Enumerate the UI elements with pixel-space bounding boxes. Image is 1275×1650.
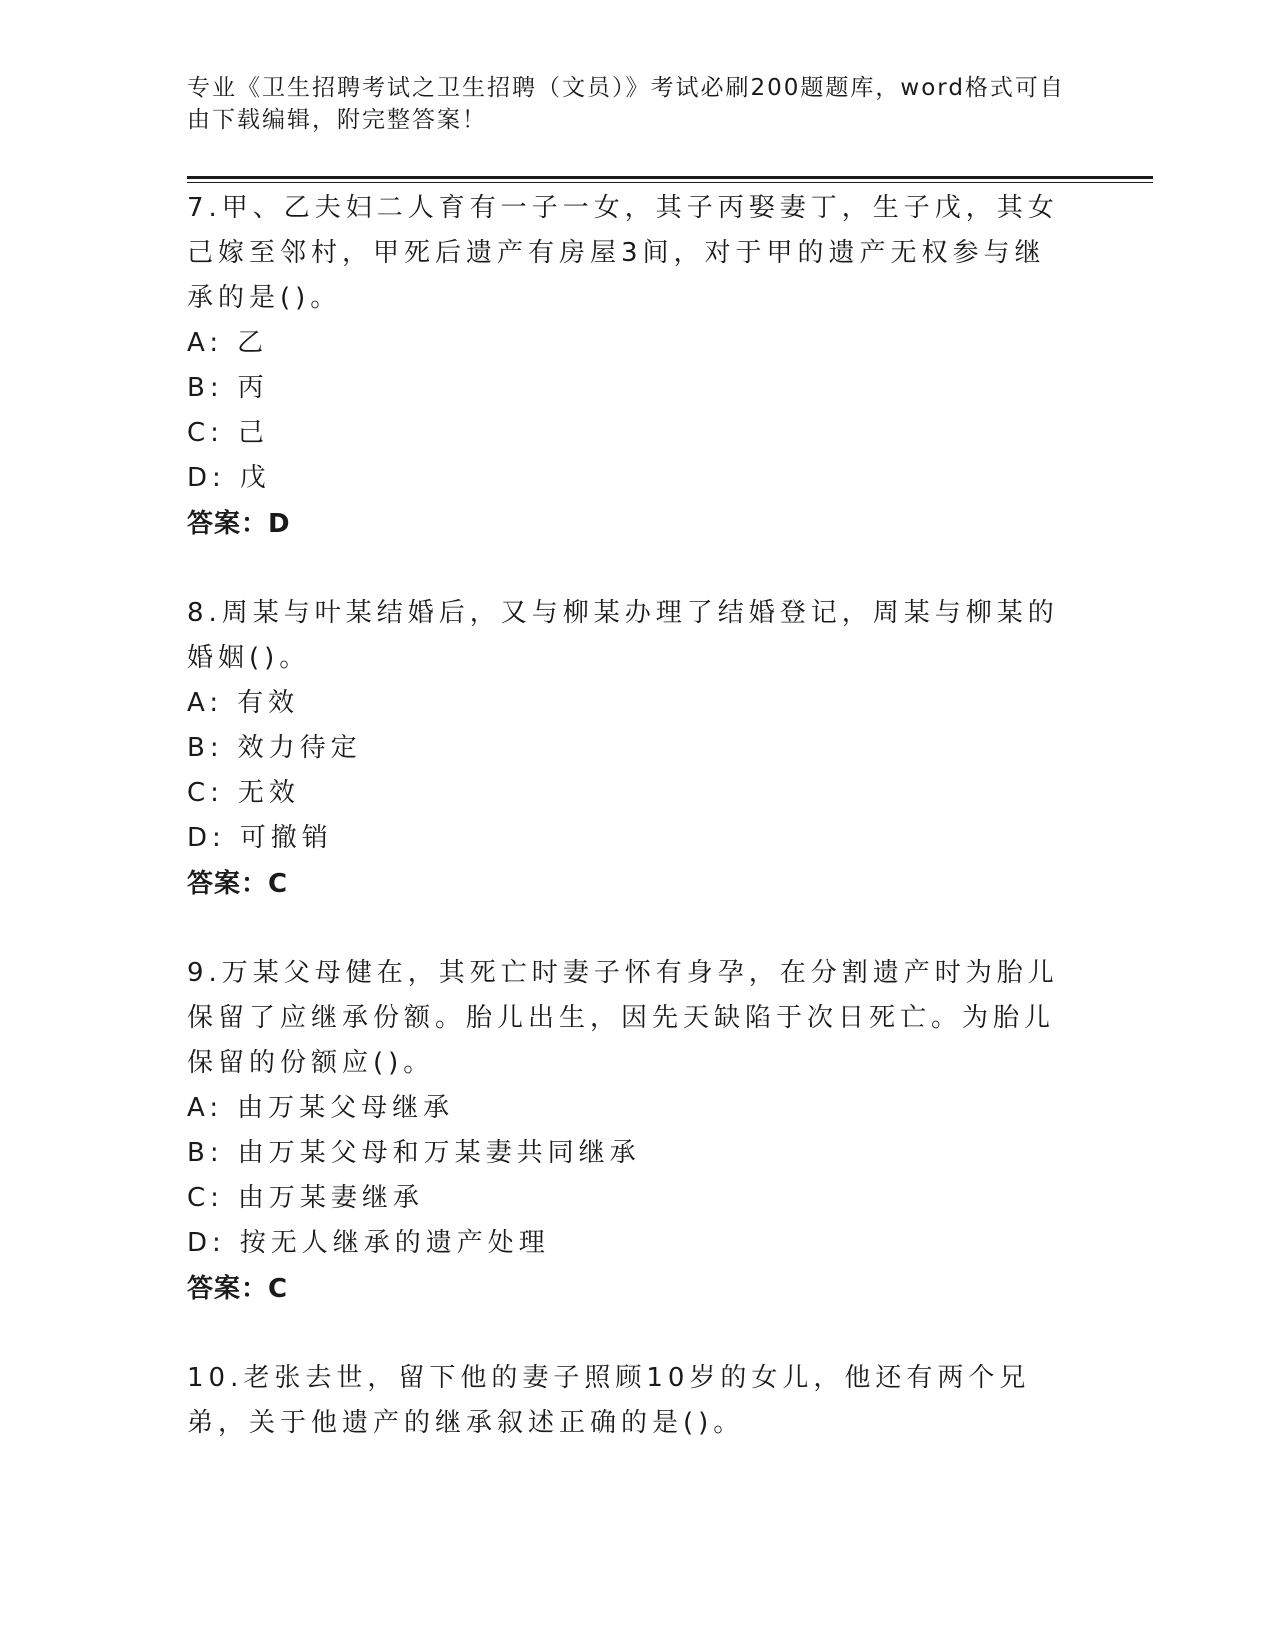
option-text: 效力待定 [237,733,362,763]
option-key: A: [187,1093,224,1123]
header-divider-thick [187,176,1153,179]
option-key: D: [187,1228,226,1258]
option-text: 丙 [237,373,269,403]
option-d [187,1221,1067,1266]
answer-line: 答案：D [187,509,291,539]
option-c [187,411,1067,456]
option-d [187,456,1067,501]
option-key: B: [187,733,224,763]
option-key: A: [187,688,224,718]
option-text: 己 [237,418,269,448]
question-stem: 9.万某父母健在，其死亡时妻子怀有身孕，在分割遗产时为胎儿保留了应继承份额。胎儿出生，因先天缺陷于次日死亡。为胎儿保留的份额应()。 [187,958,1059,1078]
question-stem: 10.老张去世，留下他的妻子照顾10岁的女儿，他还有两个兄弟，关于他遗产的继承叙述正确的是()。 [187,1363,1031,1438]
question-spacer [187,907,1067,951]
question-8 [187,591,1067,907]
option-a [187,681,1067,726]
question-stem: 7.甲、乙夫妇二人育有一子一女，其子丙娶妻丁，生子戊，其女己嫁至邻村，甲死后遗产有房屋3间，对于甲的遗产无权参与继承的是()。 [187,193,1059,313]
question-list [187,186,1067,1446]
question-stem: 8.周某与叶某结婚后，又与柳某办理了结婚登记，周某与柳某的婚姻()。 [187,598,1059,673]
question-7 [187,186,1067,547]
option-text: 无效 [237,778,300,808]
option-key: A: [187,328,224,358]
option-c [187,1176,1067,1221]
option-a [187,321,1067,366]
option-key: B: [187,1138,224,1168]
document-header: 专业《卫生招聘考试之卫生招聘（文员）》考试必刷200题题库，word格式可自由下载编辑，附完整答案！ [187,75,1065,133]
option-key: B: [187,373,224,403]
option-text: 由万某父母和万某妻共同继承 [237,1138,641,1168]
option-b [187,1131,1067,1176]
option-text: 由万某父母继承 [237,1093,455,1123]
option-key: D: [187,463,226,493]
option-key: D: [187,823,226,853]
option-key: C: [187,1183,224,1213]
question-10 [187,1356,1067,1446]
option-text: 乙 [237,328,269,358]
option-key: C: [187,418,224,448]
option-d [187,816,1067,861]
question-9 [187,951,1067,1312]
option-text: 戊 [239,463,271,493]
option-c [187,771,1067,816]
answer-line: 答案：C [187,1274,289,1304]
question-spacer [187,547,1067,591]
question-spacer [187,1312,1067,1356]
option-b [187,726,1067,771]
option-text: 可撤销 [239,823,333,853]
answer-line: 答案：C [187,869,289,899]
option-key: C: [187,778,224,808]
option-text: 按无人继承的遗产处理 [239,1228,550,1258]
header-divider-thin [187,182,1153,183]
option-text: 由万某妻继承 [237,1183,424,1213]
option-b [187,366,1067,411]
option-a [187,1086,1067,1131]
option-text: 有效 [237,688,300,718]
